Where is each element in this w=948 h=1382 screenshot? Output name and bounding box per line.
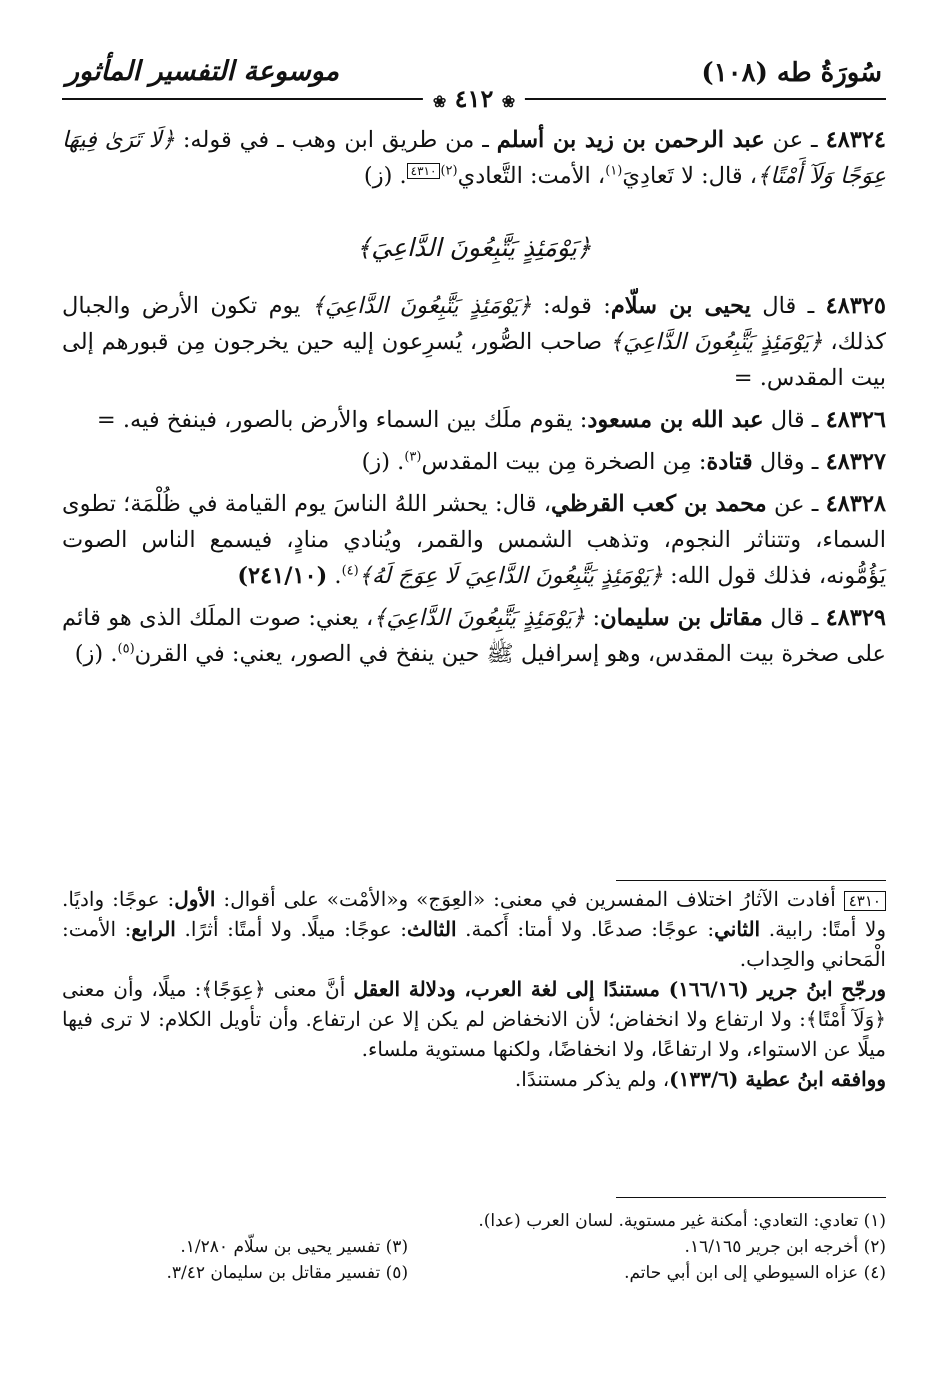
narration-text: ـ عن عبد الرحمن بن زيد بن أسلم ـ من طريق ابن وهب ـ في قوله: ﴿لَا تَرَىٰ فِيهَا عِوَجًا وَلَآ أَمْتًا﴾، قال: لا تَعادِيَ$^{(١)}$، الأمت: التَّعادي$^{(٢)}$٤٣١٠. (ز): [62, 127, 886, 189]
page: [62, 0, 886, 1382]
footnote: (٥) تفسير مقاتل بن سليمان ٣/٤٢.: [166, 1263, 409, 1283]
narration-text: ـ قال يحيى بن سلّام: قوله: ﴿يَوْمَئِذٍ يَتَّبِعُونَ الدَّاعِيَ﴾ يوم تكون الأرض والجبال كذلك، ﴿يَوْمَئِذٍ يَتَّبِعُونَ الدَّاعِيَ﴾ صاحب الصُّور، يُسرِعون إليه حين يخرجون مِن قبورهم إلى بيت المقدس. =: [62, 293, 887, 391]
narration-entry: [62, 288, 886, 396]
narration-number: ٤٨٣٢٦: [825, 407, 886, 433]
narration-text: ـ قال عبد الله بن مسعود: يقوم ملَك بين السماء والأرض بالصور، فينفخ فيه. =: [96, 407, 819, 433]
footnote: (٤) عزاه السيوطي إلى ابن أبي حاتم.: [624, 1263, 886, 1283]
narration-text: ـ وقال قتادة: مِن الصخرة مِن بيت المقدس$^{(٣)}$. (ز): [361, 449, 819, 475]
footnote-rule: [616, 1197, 886, 1198]
footnote: (٣) تفسير يحيى بن سلّام ١/٢٨٠.: [180, 1237, 409, 1257]
narration-number: ٤٨٣٢٨: [825, 491, 886, 517]
footnote-row: [62, 1208, 886, 1234]
narration-text: ـ قال مقاتل بن سليمان: ﴿يَوْمَئِذٍ يَتَّبِعُونَ الدَّاعِيَ﴾، يعني: صوت الملَك الذى هو قائم على صخرة بيت المقدس، وهو إسرافيل ﷺ حين ينفخ في الصور، يعني: في القرن$^{(٥)}$. (ز): [62, 605, 886, 667]
narration-text: ـ عن محمد بن كعب القرظي، قال: يحشر اللهُ الناسَ يوم القيامة في ظُلْمَة؛ تطوى السماء، وتتناثر النجوم، وتذهب الشمس والقمر، ويُنادي منادٍ، فيسمع الناس الصوت يَؤُمُّونه، فذلك قول الله: ﴿يَوْمَئِذٍ يَتَّبِعُونَ الدَّاعِيَ لَا عِوَجَ لَهُ﴾$^{(٤)}$. (٢٤١/١٠): [62, 491, 886, 589]
commentary-paragraph: ٤٣١٠ أفادت الآثارُ اختلاف المفسرين في معنى: «العِوَج» و«الأمْت» على أقوال: الأول: عوجًا: واديًا. ولا أمتًا: رابية. الثاني: عوجًا: صدعًا. ولا أمتا: أَكمة. الثالث: عوجًا: ميلًا. ولا أمتًا: أثرًا. الرابع: الأمت: الْمَحاني والحِداب.: [62, 887, 887, 971]
narration-entry: [62, 444, 886, 480]
narration-number: ٤٨٣٢٧: [825, 449, 886, 475]
narration-number: ٤٨٣٢٤: [825, 127, 886, 153]
ornament-icon: ❀: [501, 92, 516, 111]
footnote: (٢) أخرجه ابن جرير ١٦/١٦٥.: [684, 1237, 886, 1257]
commentary-rule: [616, 880, 886, 881]
page-number: [423, 84, 525, 113]
narration-number: ٤٨٣٢٩: [825, 605, 887, 631]
page-number-value: ٤١٢: [454, 84, 494, 113]
ornament-icon: ❀: [432, 92, 447, 111]
book-title: موسوعة التفسير المأثور: [66, 56, 340, 87]
narration-number: ٤٨٣٢٥: [825, 293, 886, 319]
footnotes: [62, 1208, 886, 1286]
narration-entry: [62, 600, 886, 672]
footnote-row: [62, 1234, 886, 1260]
footnote-row: [62, 1260, 886, 1286]
narration-entry: [62, 122, 886, 194]
narration-entry: [62, 402, 886, 438]
verse-heading: ﴿يَوْمَئِذٍ يَتَّبِعُونَ الدَّاعِيَ﴾: [356, 233, 592, 262]
main-text: [62, 122, 886, 678]
footnote: (١) تعادي: التعادي: أمكنة غير مستوية. لسان العرب (عدا).: [478, 1211, 886, 1231]
commentary-block: [62, 884, 886, 1094]
commentary-paragraph: ووافقه ابنُ عطية (١٣٣/٦)، ولم يذكر مستندًا.: [514, 1067, 886, 1091]
commentary-paragraph: ورجّح ابنُ جرير (١٦٦/١٦) مستندًا إلى لغة العرب، ودلالة العقل أنَّ معنى ﴿عِوَجًا﴾: ميلًا، وأن معنى ﴿وَلَآ أَمْتًا﴾: ولا ارتفاع ولا انخفاض؛ لأن الانخفاض لم يكن إلا عن ارتفاع. وأن تأويل الكلام: لا ترى فيها ميلًا عن الاستواء، ولا ارتفاعًا، ولا انخفاضًا، ولكنها مستوية ملساء.: [62, 977, 887, 1061]
running-header: [62, 52, 886, 113]
sura-title: سُورَةُ طه (١٠٨): [701, 58, 882, 88]
narration-entry: [62, 486, 886, 594]
